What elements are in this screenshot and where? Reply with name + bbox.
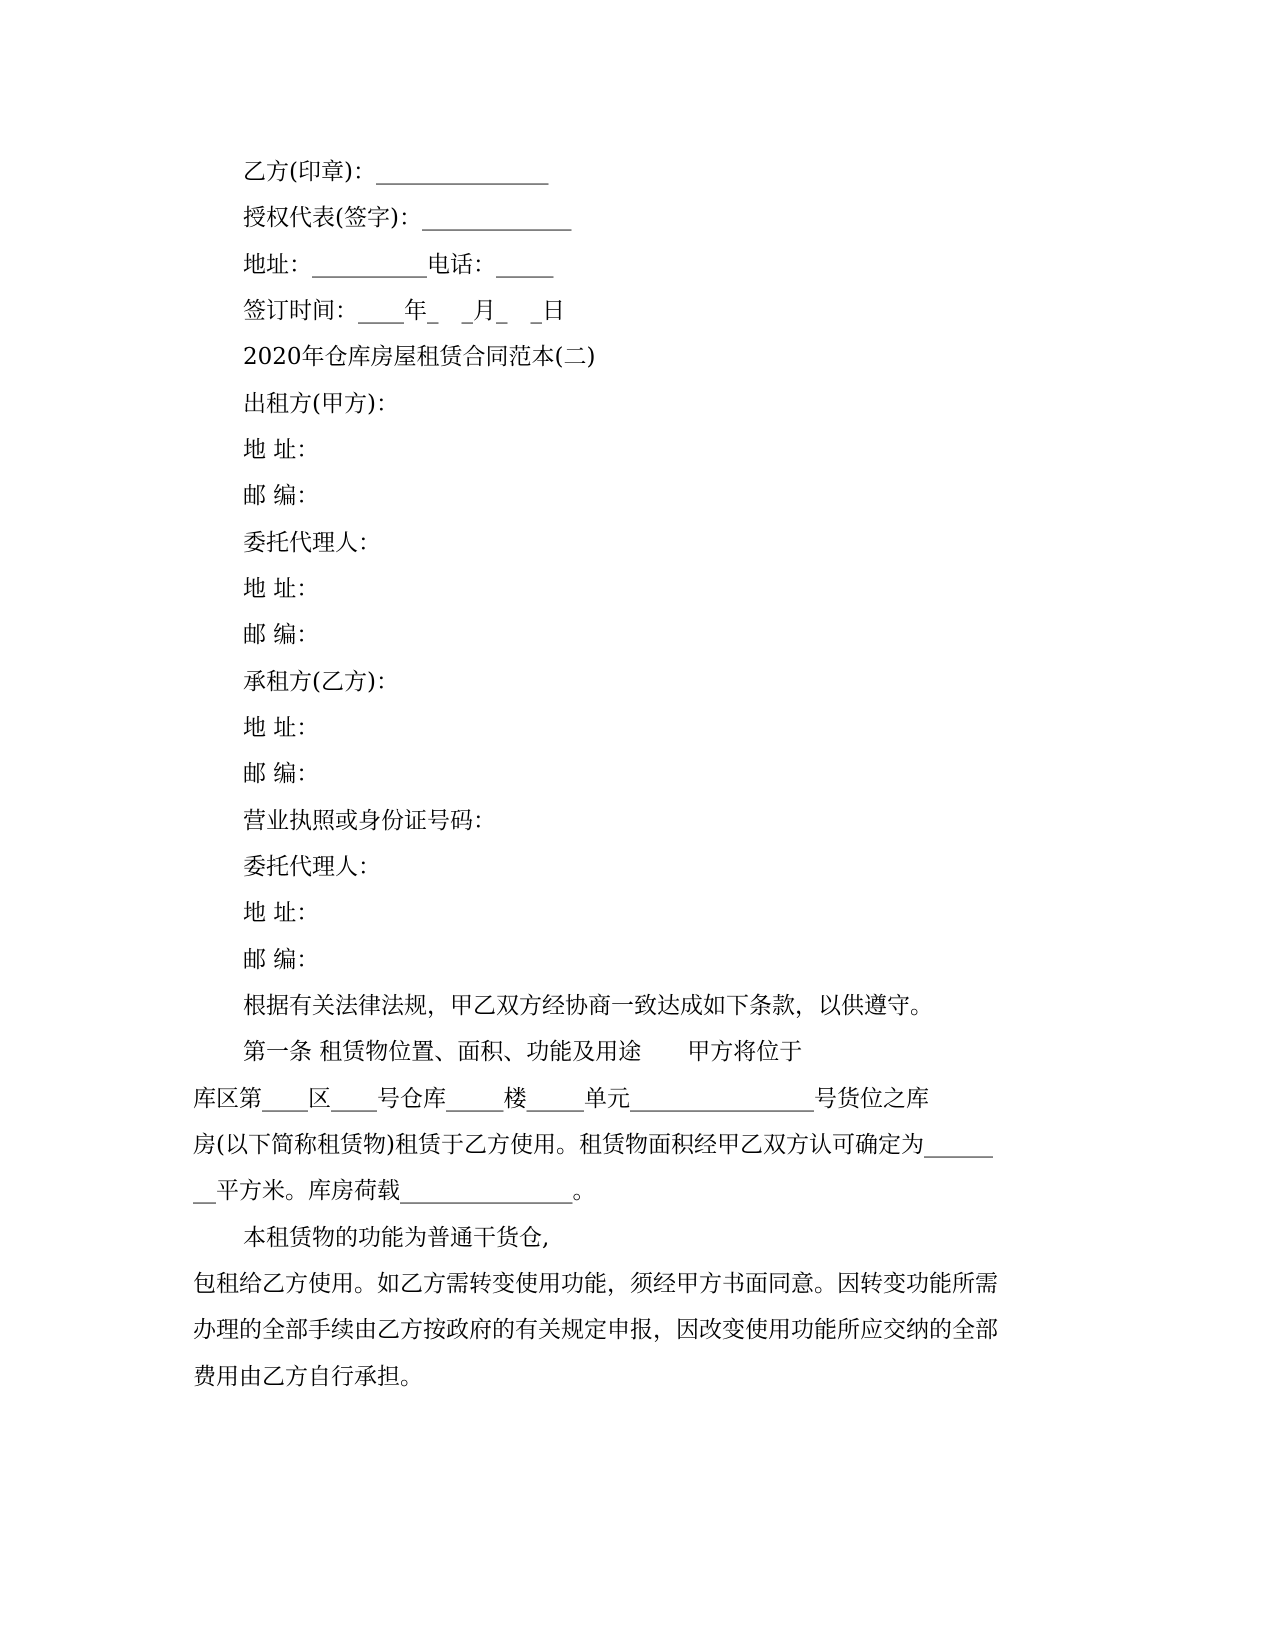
lessor-agent-label: 委托代理人： [243,530,381,556]
article-one-body-line-2: 房(以下简称租赁物)租赁于乙方使用。租赁物面积经甲乙双方认可确定为______ [193,1132,993,1158]
agreement-intro: 根据有关法律法规，甲乙双方经协商一致达成如下条款，以供遵守。 [243,993,933,1019]
lessee-agent-label: 委托代理人： [243,854,381,880]
article-one-body-line-1: 库区第____区____号仓库_____楼_____单元________________号货位之库 [193,1086,929,1112]
lessee-address-label: 地 址： [243,715,320,741]
lessee-agent-address-label: 地 址： [243,900,320,926]
function-paragraph-start: 本租赁物的功能为普通干货仓, [243,1225,550,1251]
signing-date-line: 签订时间：____年_ _月_ _日 [243,298,565,324]
lessee-postcode-label: 邮 编： [243,761,320,787]
lessee-agent-postcode-label: 邮 编： [243,947,320,973]
function-paragraph-line-1: 包租给乙方使用。如乙方需转变使用功能，须经甲方书面同意。因转变功能所需 [193,1271,998,1297]
address-phone-line: 地址：__________电话：_____ [243,252,554,278]
lessor-postcode-label: 邮 编： [243,483,320,509]
lessee-label: 承租方(乙方)： [243,669,399,695]
authorized-rep-line: 授权代表(签字)：_____________ [243,205,572,231]
function-paragraph-line-3: 费用由乙方自行承担。 [193,1364,423,1390]
article-one-heading: 第一条 租赁物位置、面积、功能及用途 甲方将位于 [243,1039,803,1065]
article-one-body-line-3: __平方米。库房荷载_______________。 [193,1178,596,1204]
contract-title: 2020年仓库房屋租赁合同范本(二) [243,344,596,370]
function-paragraph-line-2: 办理的全部手续由乙方按政府的有关规定申报，因改变使用功能所应交纳的全部 [193,1317,998,1343]
lessor-label: 出租方(甲方)： [243,391,399,417]
lessor-agent-address-label: 地 址： [243,576,320,602]
lessor-address-label: 地 址： [243,437,320,463]
license-id-label: 营业执照或身份证号码： [243,808,496,834]
party-b-seal-line: 乙方(印章)：_______________ [243,159,549,185]
lessor-agent-postcode-label: 邮 编： [243,622,320,648]
